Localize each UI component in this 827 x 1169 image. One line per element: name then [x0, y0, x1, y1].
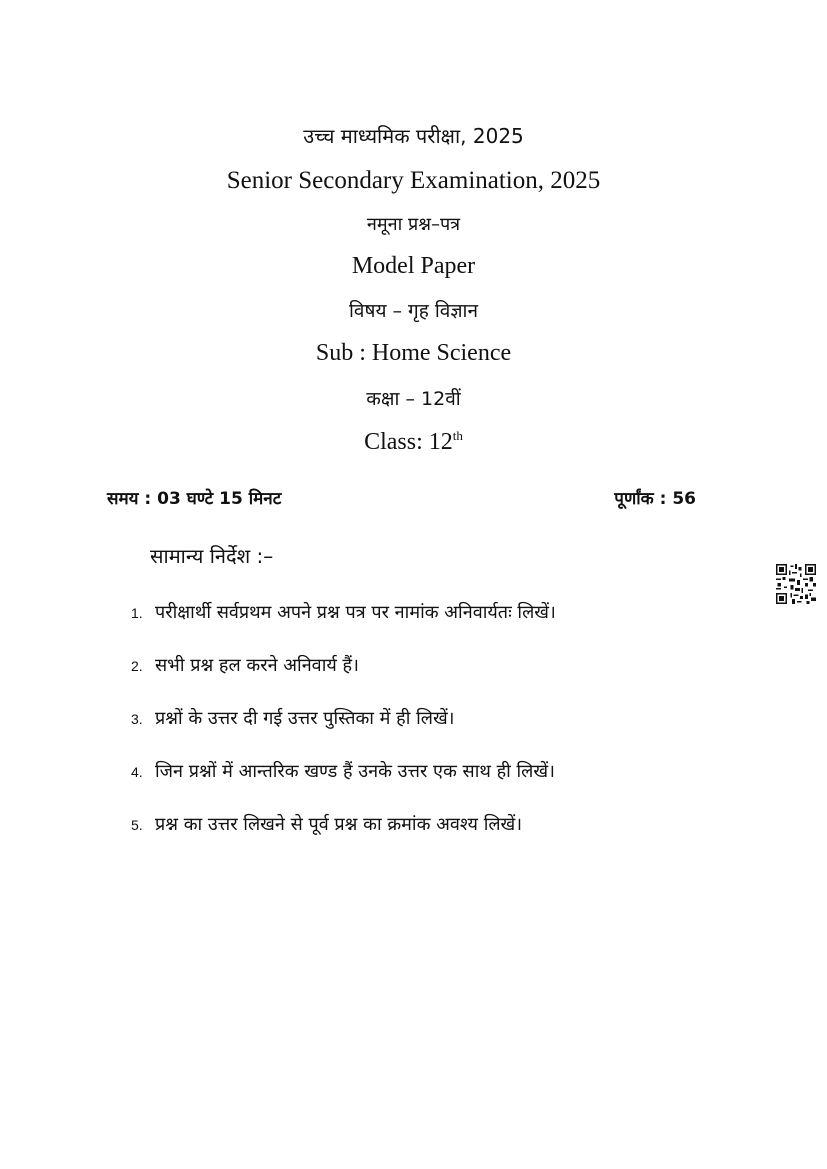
hindi-class: कक्षा – 12वीं: [366, 388, 461, 410]
instruction-number: 3.: [131, 711, 143, 727]
english-exam-title: Senior Secondary Examination, 2025: [226, 167, 601, 194]
instruction-text: जिन प्रश्नों में आन्तरिक खण्ड हैं उनके उत्तर एक साथ ही लिखें।: [155, 761, 555, 782]
instruction-item: [131, 653, 751, 677]
exam-duration: समय : 03 घण्टे 15 मिनट: [107, 489, 282, 509]
english-paper-type: Model Paper: [351, 253, 476, 279]
hindi-subject: विषय – गृह विज्ञान: [348, 300, 479, 322]
instruction-text: परीक्षार्थी सर्वप्रथम अपने प्रश्न पत्र पर नामांक अनिवार्यतः लिखें।: [155, 602, 556, 623]
instruction-item: [131, 812, 751, 836]
english-class: [0, 428, 827, 456]
instruction-number: 2.: [131, 658, 143, 674]
hindi-exam-title: उच्च माध्यमिक परीक्षा, 2025: [303, 124, 524, 148]
instructions-heading: सामान्य निर्देश :–: [150, 544, 274, 568]
hindi-paper-type: नमूना प्रश्न–पत्र: [366, 214, 461, 235]
english-class-suffix: th: [452, 428, 463, 443]
instruction-number: 4.: [131, 764, 143, 780]
english-subject: Sub : Home Science: [315, 340, 512, 366]
instruction-text: सभी प्रश्न हल करने अनिवार्य हैं।: [155, 655, 359, 676]
instruction-item: [131, 706, 751, 730]
qr-code-icon: [776, 564, 816, 604]
instruction-text: प्रश्न का उत्तर लिखने से पूर्व प्रश्न का क्रमांक अवश्य लिखें।: [155, 814, 523, 835]
instruction-item: [131, 600, 751, 624]
instruction-number: 1.: [131, 605, 143, 621]
max-marks: पूर्णांक : 56: [614, 489, 696, 509]
instruction-number: 5.: [131, 817, 143, 833]
instruction-text: प्रश्नों के उत्तर दी गई उत्तर पुस्तिका में ही लिखें।: [155, 708, 455, 729]
english-class-label: Class: 12: [364, 429, 453, 455]
instruction-item: [131, 759, 751, 783]
